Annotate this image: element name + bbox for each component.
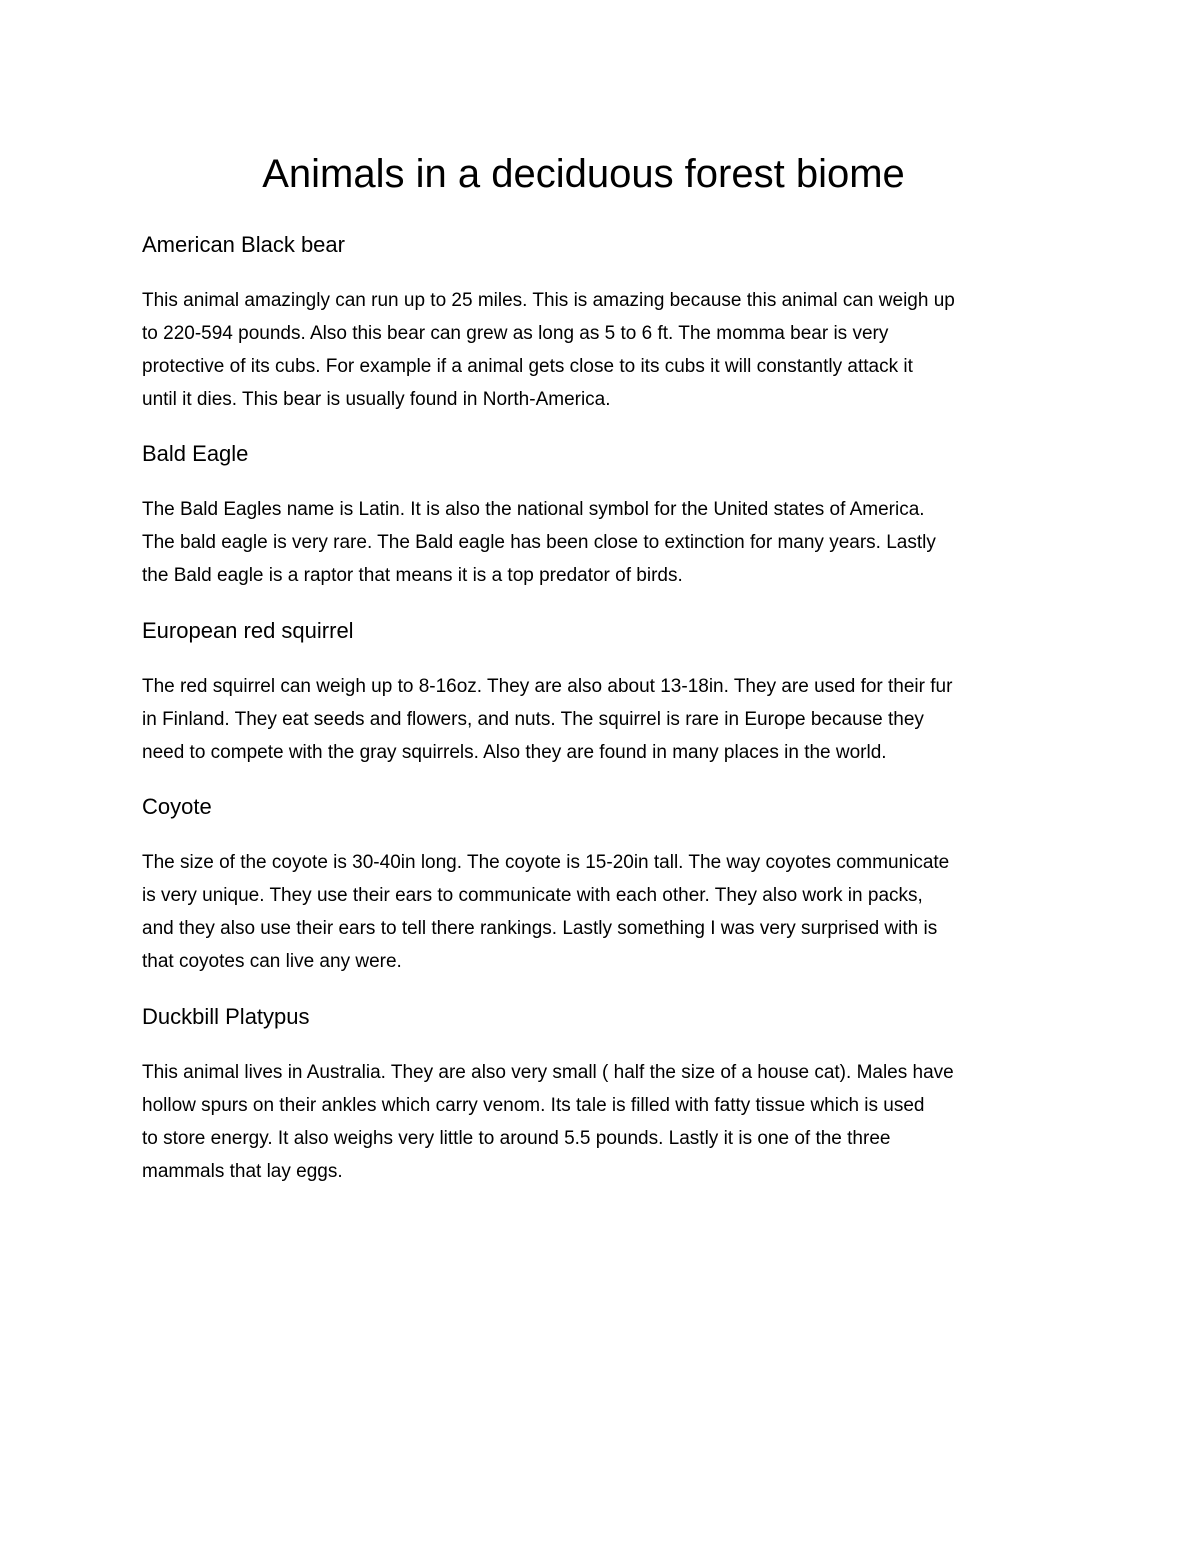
section-heading-red-squirrel: European red squirrel: [142, 618, 354, 643]
section-paragraph-red-squirrel: The red squirrel can weigh up to 8-16oz. They are also about 13-18in. They are used for their fur in Finland. They eat seeds and flowers, and nuts. The squirrel is rare in Europe because they need to compete with the gray squirrels. Also they are found in many places in the world.: [142, 676, 953, 763]
section-paragraph-black-bear: This animal amazingly can run up to 25 miles. This is amazing because this animal can weigh up to 220-594 pounds. Also this bear can grew as long as 5 to 6 ft. The momma bear is very protective of its cubs. For example if a animal gets close to its cubs it will constantly attack it until it dies. This bear is usually found in North-America.: [142, 290, 955, 410]
section-heading-bald-eagle: Bald Eagle: [142, 441, 249, 466]
section-paragraph-platypus: This animal lives in Australia. They are also very small ( half the size of a house cat). Males have hollow spurs on their ankles which carry venom. Its tale is filled with fatty tissue which is used to store energy. It also weighs very little to around 5.5 pounds. Lastly it is one of the three mammals that lay eggs.: [142, 1062, 954, 1182]
section-heading-coyote: Coyote: [142, 794, 212, 819]
section-paragraph-bald-eagle: The Bald Eagles name is Latin. It is also the national symbol for the United states of America. The bald eagle is very rare. The Bald eagle has been close to extinction for many years. Lastly the Bald eagle is a raptor that means it is a top predator of birds.: [142, 499, 936, 586]
section-heading-platypus: Duckbill Platypus: [142, 1004, 310, 1029]
section-paragraph-coyote: The size of the coyote is 30-40in long. The coyote is 15-20in tall. The way coyotes communicate is very unique. They use their ears to communicate with each other. They also work in packs, and they also use their ears to tell there rankings. Lastly something I was very surprised with is that coyotes can live any were.: [142, 852, 950, 972]
document-title: Animals in a deciduous forest biome: [262, 152, 905, 196]
section-heading-black-bear: American Black bear: [142, 232, 345, 257]
